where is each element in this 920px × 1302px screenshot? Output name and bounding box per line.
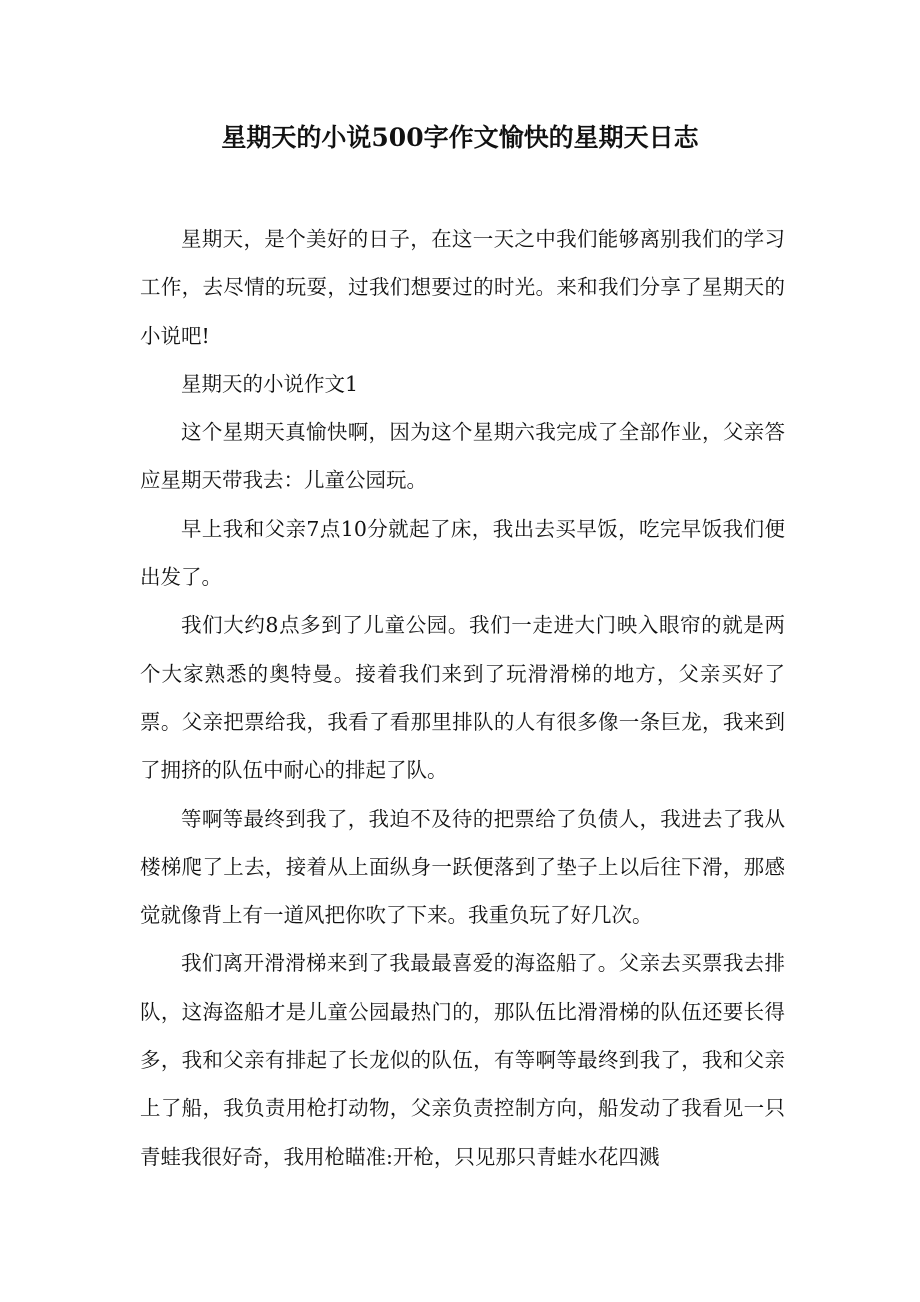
paragraph: 我们大约8点多到了儿童公园。我们一走进大门映入眼帘的就是两个大家熟悉的奥特曼。接着我们来到了玩滑滑梯的地方，父亲买好了票。父亲把票给我，我看了看那里排队的人有很多像一条巨龙，我来到了拥挤的队伍中耐心的排起了队。 bbox=[140, 613, 785, 783]
document-title: 星期天的小说500字作文愉快的星期天日志 bbox=[221, 123, 699, 152]
paragraph: 等啊等最终到我了，我迫不及待的把票给了负债人，我进去了我从楼梯爬了上去，接着从上面纵身一跃便落到了垫子上以后往下滑，那感觉就像背上有一道风把你吹了下来。我重负玩了好几次。 bbox=[140, 806, 785, 928]
paragraph: 我们离开滑滑梯来到了我最最喜爱的海盗船了。父亲去买票我去排队，这海盗船才是儿童公园最热门的，那队伍比滑滑梯的队伍还要长得多，我和父亲有排起了长龙似的队伍，有等啊等最终到我了，我和父亲上了船，我负责用枪打动物，父亲负责控制方向，船发动了我看见一只青蛙我很好奇，我用枪瞄准:开枪，只见那只青蛙水花四溅 bbox=[140, 951, 785, 1169]
document-body bbox=[140, 215, 785, 1181]
paragraph: 早上我和父亲7点10分就起了床，我出去买早饭，吃完早饭我们便出发了。 bbox=[140, 516, 785, 590]
section-heading: 星期天的小说作文1 bbox=[181, 371, 359, 396]
paragraph: 这个星期天真愉快啊，因为这个星期六我完成了全部作业，父亲答应星期天带我去：儿童公园玩。 bbox=[140, 420, 785, 493]
paragraph-intro: 星期天，是个美好的日子，在这一天之中我们能够离别我们的学习工作，去尽情的玩耍，过我们想要过的时光。来和我们分享了星期天的小说吧! bbox=[140, 227, 785, 348]
